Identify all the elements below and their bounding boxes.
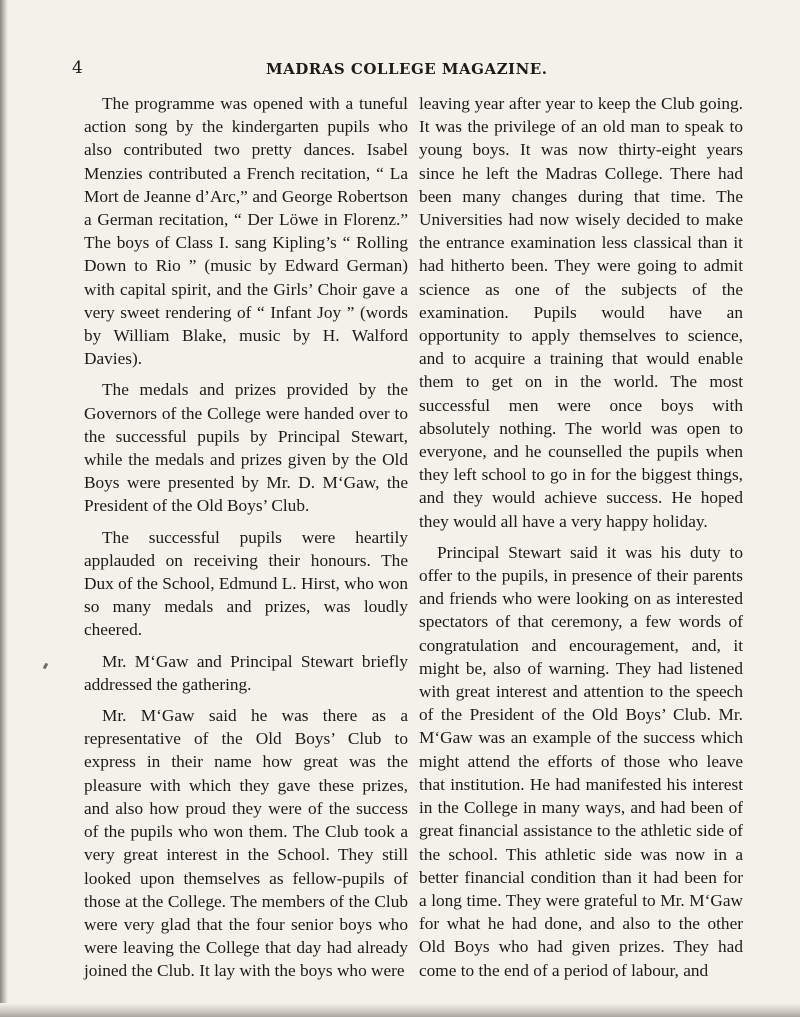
left-column	[84, 92, 408, 991]
stray-ink-mark	[43, 663, 49, 670]
page-bottom-edge	[0, 1003, 800, 1017]
paragraph: The programme was opened with a tuneful action song by the kindergarten pupils who also contributed two pretty dances. Isabel Menzies contributed a French recitation, “ La Mort de Jeanne d’Arc,” and George Robertson a German recitation, “ Der Löwe in Florenz.” The boys of Class I. sang Kipling’s “ Rolling Down to Rio ” (music by Edward German) with capital spirit, and the Girls’ Choir gave a very sweet rendering of “ Infant Joy ” (words by William Blake, music by H. Walford Davies).	[84, 94, 408, 369]
page-header	[72, 58, 740, 84]
running-title: MADRAS COLLEGE MAGAZINE.	[266, 60, 548, 78]
continued-paragraph: leaving year after year to keep the Club going. It was the privilege of an old man to speak to young boys. It was now thirty-eight years since he left the Madras College. There had been many changes during that time. The Universities had now wisely decided to make the entrance examination less classical than it had hitherto been. They were going to admit science as one of the subjects of the examination. Pupils would have an opportunity to apply themselves to science, and to acquire a training that would enable them to get on in the world. The most successful men were once boys with absolutely nothing. The world was open to everyone, and he counselled the pupils when they left school to go in for the biggest things, and they would achieve success. He hoped they would all have a very happy holiday.	[419, 94, 743, 531]
paragraph: The successful pupils were heartily applauded on receiving their honours. The Dux of the School, Edmund L. Hirst, who won so many medals and prizes, was loudly cheered.	[84, 527, 408, 640]
paragraph: Mr. M‘Gaw and Principal Stewart briefly addressed the gathering.	[84, 651, 408, 694]
paragraph: Mr. M‘Gaw said he was there as a representative of the Old Boys’ Club to express in their name how great was the pleasure with which they gave these prizes, and also how proud they were of the success of the pupils who won them. The Club took a very great interest in the School. They still looked upon themselves as fellow-pupils of those at the College. The members of the Club were very glad that the four senior boys who were leaving the College that day had already joined the Club. It lay with the boys who were	[84, 706, 408, 981]
paragraph: Principal Stewart said it was his duty to offer to the pupils, in presence of their parents and friends who were looking on as interested spectators of that ceremony, a few words of congratulation and encouragement, and, it might be, also of warning. They had listened with great interest and attention to the speech of the President of the Old Boys’ Club. Mr. M‘Gaw was an example of the success which might attend the efforts of those who leave that institution. He had manifested his interest in the College in many ways, and had been of great financial assistance to the athletic side of the school. This athletic side was now in a better financial condition than it had been for a long time. They were grateful to Mr. M‘Gaw for what he had done, and also to the other Old Boys who had given prizes. They had come to the end of a period of labour, and	[419, 542, 743, 980]
right-column	[419, 92, 743, 990]
page-binding-edge	[0, 0, 8, 1017]
page-number: 4	[72, 58, 83, 78]
paragraph: The medals and prizes provided by the Governors of the College were handed over to the successful pupils by Principal Stewart, while the medals and prizes given by the Old Boys were presented by Mr. D. M‘Gaw, the President of the Old Boys’ Club.	[84, 380, 408, 516]
